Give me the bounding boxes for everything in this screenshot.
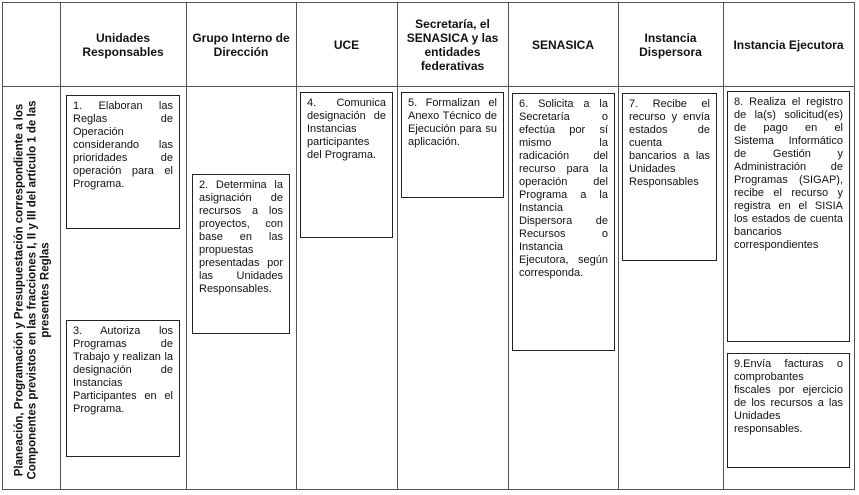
header-empty [2,4,60,86]
step-9-box: 9.Envía facturas o comprobantes fiscales por ejercicio de los recursos a las Unidades responsables. [727,353,850,468]
header-secretaria: Secretaría, el SENASICA y las entidades federativas [406,17,499,73]
row-label-cell [6,90,60,490]
header-instancia-ejecutora: Instancia Ejecutora [733,38,844,52]
step-4-box: 4. Comunica designación de Instancias participantes del Programa. [300,92,393,238]
header-divider [2,86,855,87]
step-3-box: 3. Autoriza los Programas de Trabajo y realizan la designación de Instancias Participantes en el Programa. [66,320,180,457]
step-2-box: 2. Determina la asignación de recursos a los proyectos, con base en las propuestas presentadas por las Unidades Responsables. [192,174,290,334]
table-top-border [2,2,855,3]
flowchart-table [2,2,855,490]
header-senasica: SENASICA [531,38,594,52]
step-8-box: 8. Realiza el registro de la(s) solicitud(es) de pago en el Sistema Informático de Gestión y Administración de Programas (SIGAP), recibe el recurso y registra en el SISIA los estados de cuenta bancarios correspondientes [727,91,850,342]
header-grupo-interno: Grupo Interno de Dirección [192,31,290,59]
header-uce: UCE [333,38,360,52]
header-unidades-responsables: Unidades Responsables [82,31,164,59]
col-divider-8 [854,2,855,490]
header-instancia-dispersora: Instancia Dispersora [639,31,702,59]
step-5-box: 5. Formalizan el Anexo Técnico de Ejecución para su aplicación. [401,92,504,198]
step-6-box: 6. Solicita a la Secretaría o efectúa por sí mismo la radicación del recurso para la operación del Programa a la Instancia Dispersora de Recursos o Instancia Ejecutora, según corresponda. [512,93,615,351]
row-label: Planeación, Programación y Presupuestación correspondiente a los Componentes previstos en las fracciones I, II y III del artículo 1 de las presentes Reglas [13,100,52,480]
step-1-box: 1. Elaboran las Reglas de Operación considerando las prioridades de operación para el Programa. [66,95,180,229]
table-bottom-border [2,489,855,490]
step-7-box: 7. Recibe el recurso y envía estados de cuenta bancarios a las Unidades Responsables [622,93,717,261]
